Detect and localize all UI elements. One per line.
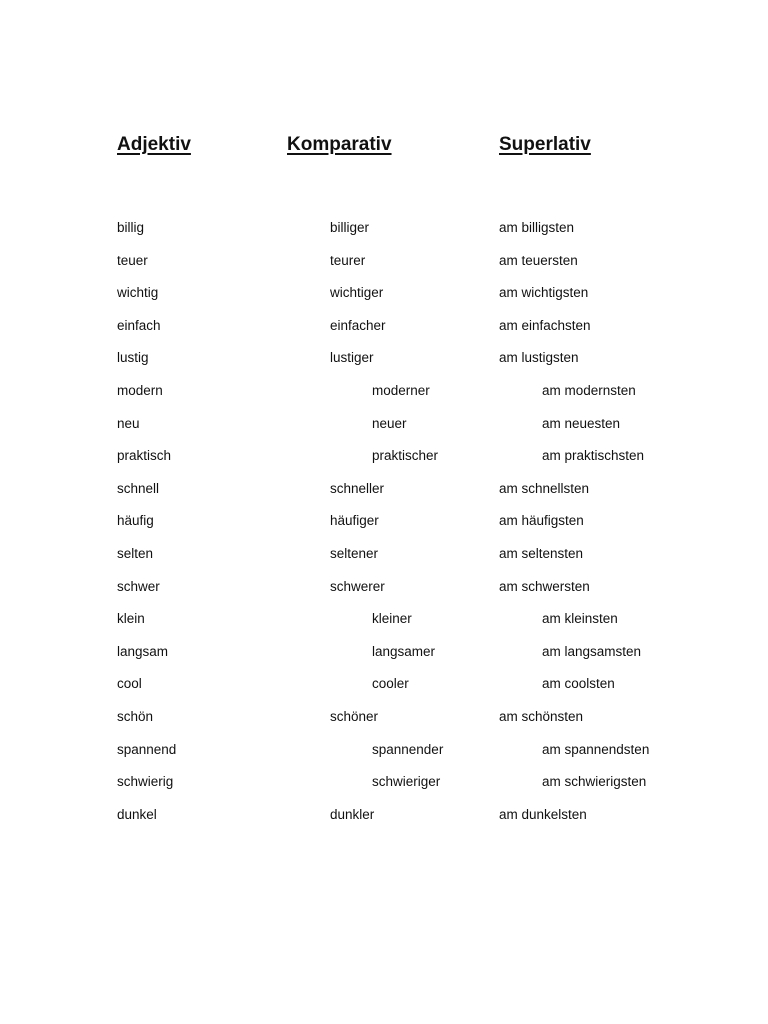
superlativ-cell: am schwierigsten [542, 774, 647, 790]
komparativ-cell: neuer [372, 415, 407, 431]
superlativ-cell: am spannendsten [542, 741, 650, 757]
table-row [0, 316, 768, 349]
komparativ-cell: schneller [330, 480, 385, 496]
adjektiv-cell: modern [117, 382, 163, 398]
komparativ-cell: langsamer [372, 643, 436, 659]
table-row [0, 348, 768, 381]
table-row [0, 381, 768, 414]
komparativ-cell: teurer [330, 252, 366, 268]
adjektiv-cell: langsam [117, 643, 169, 659]
adjektiv-cell: lustig [117, 350, 149, 366]
adjektiv-cell: billig [117, 220, 145, 235]
komparativ-cell: cooler [372, 676, 409, 692]
adjektiv-cell: spannend [117, 741, 177, 757]
superlativ-cell: am dunkelsten [499, 806, 587, 822]
adjektiv-cell: selten [117, 545, 154, 561]
table-row [0, 446, 768, 479]
header-komparativ: Komparativ [287, 134, 392, 155]
komparativ-cell: kleiner [372, 611, 412, 627]
adjektiv-cell: klein [117, 611, 145, 627]
superlativ-cell: am neuesten [542, 415, 621, 431]
superlativ-cell: am schwersten [499, 578, 590, 594]
adjektiv-cell: schwer [117, 578, 160, 594]
table-row [0, 642, 768, 675]
komparativ-cell: schwerer [330, 578, 385, 594]
table-row [0, 218, 768, 251]
komparativ-cell: häufiger [330, 513, 379, 529]
komparativ-cell: spannender [372, 741, 444, 757]
adjektiv-cell: schnell [117, 480, 160, 496]
komparativ-cell: praktischer [372, 448, 439, 464]
adjektiv-cell: praktisch [117, 448, 172, 464]
superlativ-cell: am einfachsten [499, 317, 591, 333]
table-row [0, 283, 768, 316]
superlativ-cell: am kleinsten [542, 611, 618, 627]
adjective-table [0, 218, 768, 837]
table-row [0, 805, 768, 838]
adjektiv-cell: schwierig [117, 774, 174, 790]
superlativ-cell: am schönsten [499, 708, 584, 724]
adjektiv-cell: wichtig [117, 285, 159, 301]
table-row [0, 772, 768, 805]
table-row [0, 511, 768, 544]
header-superlativ: Superlativ [499, 134, 591, 155]
superlativ-cell: am praktischsten [542, 448, 645, 464]
adjektiv-cell: neu [117, 415, 140, 431]
superlativ-cell: am modernsten [542, 382, 636, 398]
table-row [0, 674, 768, 707]
adjektiv-cell: schön [117, 708, 154, 724]
table-row [0, 609, 768, 642]
komparativ-cell: moderner [372, 382, 430, 398]
superlativ-cell: am häufigsten [499, 513, 584, 529]
superlativ-cell: am coolsten [542, 676, 615, 692]
superlativ-cell: am seltensten [499, 545, 584, 561]
table-row [0, 740, 768, 773]
komparativ-cell: billiger [330, 220, 370, 235]
adjektiv-cell: cool [117, 676, 142, 692]
superlativ-cell: am langsamsten [542, 643, 642, 659]
adjektiv-cell: teuer [117, 252, 148, 268]
superlativ-cell: am lustigsten [499, 350, 579, 366]
superlativ-cell: am billigsten [499, 220, 575, 235]
komparativ-cell: seltener [330, 545, 379, 561]
header-adjektiv: Adjektiv [117, 134, 191, 155]
komparativ-cell: dunkler [330, 806, 375, 822]
table-row [0, 479, 768, 512]
table-row [0, 251, 768, 284]
table-row [0, 414, 768, 447]
table-row [0, 707, 768, 740]
komparativ-cell: wichtiger [330, 285, 384, 301]
komparativ-cell: einfacher [330, 317, 386, 333]
superlativ-cell: am schnellsten [499, 480, 590, 496]
table-row [0, 577, 768, 610]
table-row [0, 544, 768, 577]
superlativ-cell: am wichtigsten [499, 285, 589, 301]
adjektiv-cell: einfach [117, 317, 161, 333]
komparativ-cell: lustiger [330, 350, 374, 366]
komparativ-cell: schöner [330, 708, 379, 724]
adjektiv-cell: häufig [117, 513, 154, 529]
superlativ-cell: am teuersten [499, 252, 578, 268]
adjektiv-cell: dunkel [117, 806, 157, 822]
komparativ-cell: schwieriger [372, 774, 441, 790]
